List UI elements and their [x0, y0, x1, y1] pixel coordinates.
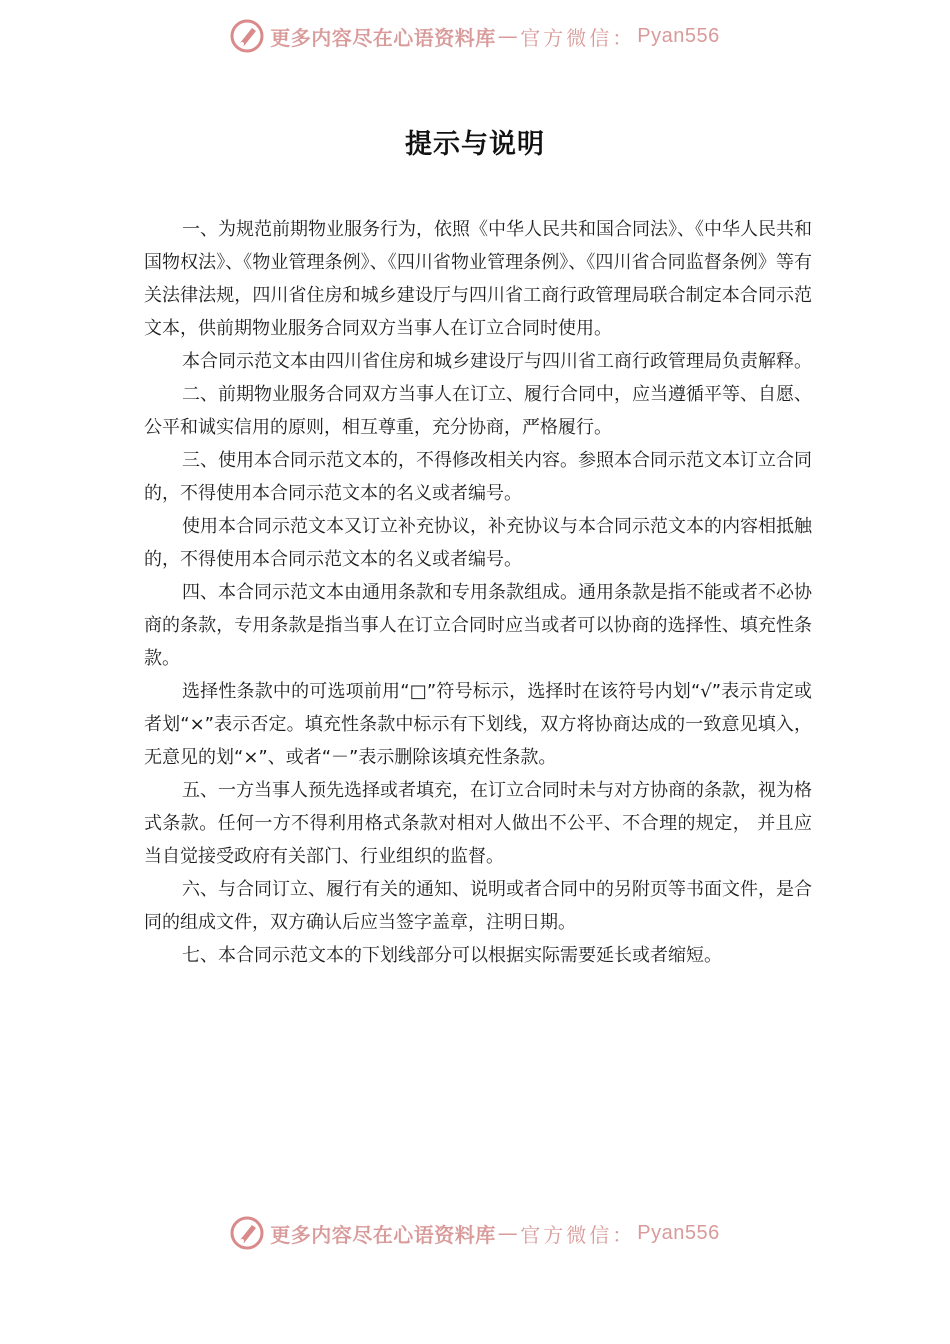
paragraph: 使用本合同示范文本又订立补充协议，补充协议与本合同示范文本的内容相抵触的，不得使用本合同示范文本的名义或者编号。: [144, 516, 812, 570]
paragraph: 选择性条款中的可选项前用“□”符号标示，选择时在该符号内划“√”表示肯定或者划“×”表示否定。填充性条款中标示有下划线，双方将协商达成的一致意见填入，无意见的划“×”、或者“－”表示删除该填充性条款。: [144, 681, 812, 768]
watermark-dash: —: [497, 24, 519, 48]
watermark-header: [0, 16, 950, 56]
watermark-label: 官方微信：: [520, 1222, 636, 1247]
page-title: 提示与说明: [405, 129, 545, 160]
watermark-footer: [0, 1213, 950, 1253]
watermark-dash: —: [497, 1221, 519, 1245]
paragraph: 二、前期物业服务合同双方当事人在订立、履行合同中，应当遵循平等、自愿、公平和诚实信用的原则，相互尊重，充分协商，严格履行。: [144, 384, 812, 438]
watermark-wechat-id: Pyan556: [637, 24, 720, 47]
pen-logo-icon: [230, 19, 264, 53]
watermark-wechat-id: Pyan556: [637, 1221, 720, 1244]
document-body: [144, 213, 812, 972]
paragraph: 六、与合同订立、履行有关的通知、说明或者合同中的另附页等书面文件，是合同的组成文件，双方确认后应当签字盖章，注明日期。: [144, 879, 812, 933]
paragraph: 五、一方当事人预先选择或者填充，在订立合同时未与对方协商的条款，视为格式条款。任何一方不得利用格式条款对相对人做出不公平、不合理的规定， 并且应当自觉接受政府有关部门、行业组织的监督。: [144, 780, 812, 867]
paragraph: 三、使用本合同示范文本的，不得修改相关内容。参照本合同示范文本订立合同的，不得使用本合同示范文本的名义或者编号。: [144, 450, 812, 504]
paragraph: 七、本合同示范文本的下划线部分可以根据实际需要延长或者缩短。: [182, 945, 722, 966]
pen-logo-icon: [230, 1216, 264, 1250]
paragraph: 本合同示范文本由四川省住房和城乡建设厅与四川省工商行政管理局负责解释。: [182, 351, 812, 372]
paragraph: 四、本合同示范文本由通用条款和专用条款组成。通用条款是指不能或者不必协商的条款，专用条款是指当事人在订立合同时应当或者可以协商的选择性、填充性条款。: [144, 582, 812, 669]
paragraph: 一、为规范前期物业服务行为，依照《中华人民共和国合同法》、《中华人民共和国物权法》、《物业管理条例》、《四川省物业管理条例》、《四川省合同监督条例》等有关法律法规，四川省住房和城乡建设厅与四川省工商行政管理局联合制定本合同示范文本，供前期物业服务合同双方当事人在订立合同时使用。: [144, 219, 812, 339]
watermark-prefix: 更多内容尽在心语资料库: [270, 25, 496, 50]
watermark-label: 官方微信：: [520, 25, 636, 50]
watermark-prefix: 更多内容尽在心语资料库: [270, 1222, 496, 1247]
